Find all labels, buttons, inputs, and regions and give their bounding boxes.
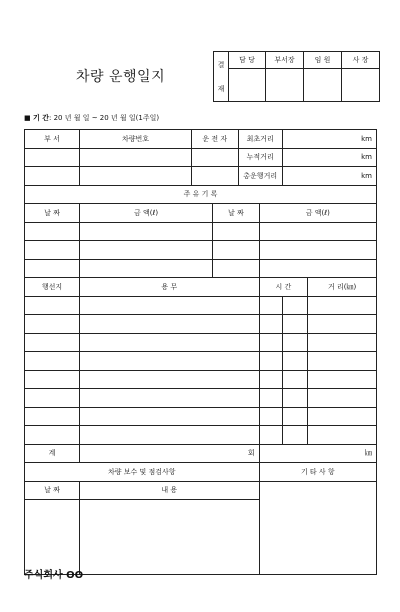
trip-cell[interactable] xyxy=(79,315,259,334)
fuel-cell[interactable] xyxy=(213,222,259,241)
fuel-cell[interactable] xyxy=(25,222,80,241)
trip-cell[interactable] xyxy=(308,370,377,389)
trip-cell[interactable] xyxy=(282,296,307,315)
approval-sign-cell[interactable] xyxy=(229,69,266,102)
fuel-cell[interactable] xyxy=(79,241,212,260)
other-notes-field[interactable] xyxy=(259,481,376,575)
other-notes-header: 기 타 사 항 xyxy=(259,463,376,482)
total-km-field[interactable]: ㎞ xyxy=(259,444,376,463)
fuel-section-header: 주 유 기 록 xyxy=(25,185,377,204)
trip-cell[interactable] xyxy=(79,333,259,352)
fuel-date-header: 날 짜 xyxy=(25,204,80,223)
trip-cell[interactable] xyxy=(308,389,377,408)
car-no-header: 차량번호 xyxy=(79,130,191,149)
fuel-cell[interactable] xyxy=(259,222,376,241)
fuel-cell[interactable] xyxy=(213,259,259,278)
approval-side-label: 결 재 xyxy=(214,52,229,102)
trip-cell[interactable] xyxy=(25,296,80,315)
trip-cell[interactable] xyxy=(308,407,377,426)
trip-cell[interactable] xyxy=(259,389,282,408)
company-name: 주식회사 OO xyxy=(24,570,84,581)
driver-header: 운 전 자 xyxy=(192,130,238,149)
fuel-cell[interactable] xyxy=(259,259,376,278)
car-no-field[interactable] xyxy=(79,167,191,186)
trip-cell[interactable] xyxy=(282,389,307,408)
destination-header: 행선지 xyxy=(25,278,80,297)
trip-cell[interactable] xyxy=(282,370,307,389)
dept-field[interactable] xyxy=(25,148,80,167)
trip-cell[interactable] xyxy=(282,315,307,334)
approval-role-executive: 임 원 xyxy=(304,52,342,69)
trip-cell[interactable] xyxy=(79,407,259,426)
trip-cell[interactable] xyxy=(308,315,377,334)
time-header: 시 간 xyxy=(259,278,308,297)
total-count-field[interactable]: 회 xyxy=(79,444,259,463)
approval-role-staff: 담 당 xyxy=(229,52,266,69)
trip-cell[interactable] xyxy=(79,296,259,315)
trip-cell[interactable] xyxy=(308,333,377,352)
fuel-cell[interactable] xyxy=(25,259,80,278)
trip-cell[interactable] xyxy=(308,426,377,445)
trip-cell[interactable] xyxy=(79,370,259,389)
period-line xyxy=(24,113,159,123)
dept-field[interactable] xyxy=(25,167,80,186)
fuel-cell[interactable] xyxy=(259,241,376,260)
fuel-amount-header: 금 액(ℓ) xyxy=(259,204,376,223)
trip-cell[interactable] xyxy=(259,296,282,315)
trip-cell[interactable] xyxy=(79,426,259,445)
fuel-cell[interactable] xyxy=(79,259,212,278)
fuel-cell[interactable] xyxy=(79,222,212,241)
trip-cell[interactable] xyxy=(25,333,80,352)
total-distance-label: 총운행거리 xyxy=(238,167,282,186)
total-label: 계 xyxy=(25,444,80,463)
trip-cell[interactable] xyxy=(282,407,307,426)
trip-cell[interactable] xyxy=(308,296,377,315)
trip-cell[interactable] xyxy=(282,352,307,371)
maintenance-content-field[interactable] xyxy=(79,500,259,575)
period-label: ■ 기 간 xyxy=(24,114,50,122)
car-no-field[interactable] xyxy=(79,148,191,167)
cumulative-distance-field[interactable]: km xyxy=(282,148,376,167)
fuel-cell[interactable] xyxy=(25,241,80,260)
maintenance-content-header: 내 용 xyxy=(79,481,259,500)
initial-distance-field[interactable]: km xyxy=(282,130,376,149)
total-distance-field[interactable]: km xyxy=(282,167,376,186)
trip-cell[interactable] xyxy=(79,389,259,408)
approval-box xyxy=(213,51,380,102)
document-title: 차량 운행일지 xyxy=(76,69,166,85)
fuel-cell[interactable] xyxy=(213,241,259,260)
trip-cell[interactable] xyxy=(79,352,259,371)
trip-cell[interactable] xyxy=(259,315,282,334)
trip-cell[interactable] xyxy=(259,407,282,426)
log-table xyxy=(24,129,377,575)
cumulative-distance-label: 누적거리 xyxy=(238,148,282,167)
distance-header: 거 리(㎞) xyxy=(308,278,377,297)
trip-cell[interactable] xyxy=(25,370,80,389)
approval-sign-cell[interactable] xyxy=(304,69,342,102)
trip-cell[interactable] xyxy=(282,426,307,445)
trip-cell[interactable] xyxy=(25,426,80,445)
trip-cell[interactable] xyxy=(25,407,80,426)
approval-role-president: 사 장 xyxy=(342,52,380,69)
trip-cell[interactable] xyxy=(259,370,282,389)
fuel-date-header: 날 짜 xyxy=(213,204,259,223)
maintenance-date-field[interactable] xyxy=(25,500,80,575)
driver-field[interactable] xyxy=(192,148,238,167)
trip-cell[interactable] xyxy=(25,389,80,408)
approval-sign-cell[interactable] xyxy=(266,69,304,102)
trip-cell[interactable] xyxy=(308,352,377,371)
purpose-header: 용 무 xyxy=(79,278,259,297)
trip-cell[interactable] xyxy=(259,333,282,352)
driver-field[interactable] xyxy=(192,167,238,186)
maintenance-header: 차량 보수 및 점검사항 xyxy=(25,463,260,482)
trip-cell[interactable] xyxy=(259,426,282,445)
trip-cell[interactable] xyxy=(25,352,80,371)
fuel-amount-header: 금 액(ℓ) xyxy=(79,204,212,223)
initial-distance-label: 최초거리 xyxy=(238,130,282,149)
trip-cell[interactable] xyxy=(259,352,282,371)
approval-sign-cell[interactable] xyxy=(342,69,380,102)
trip-cell[interactable] xyxy=(25,315,80,334)
maintenance-date-header: 날 짜 xyxy=(25,481,80,500)
period-text: : 20 년 월 일 ~ 20 년 월 일(1주일) xyxy=(49,114,160,122)
trip-cell[interactable] xyxy=(282,333,307,352)
dept-header: 부 서 xyxy=(25,130,80,149)
approval-role-manager: 부서장 xyxy=(266,52,304,69)
